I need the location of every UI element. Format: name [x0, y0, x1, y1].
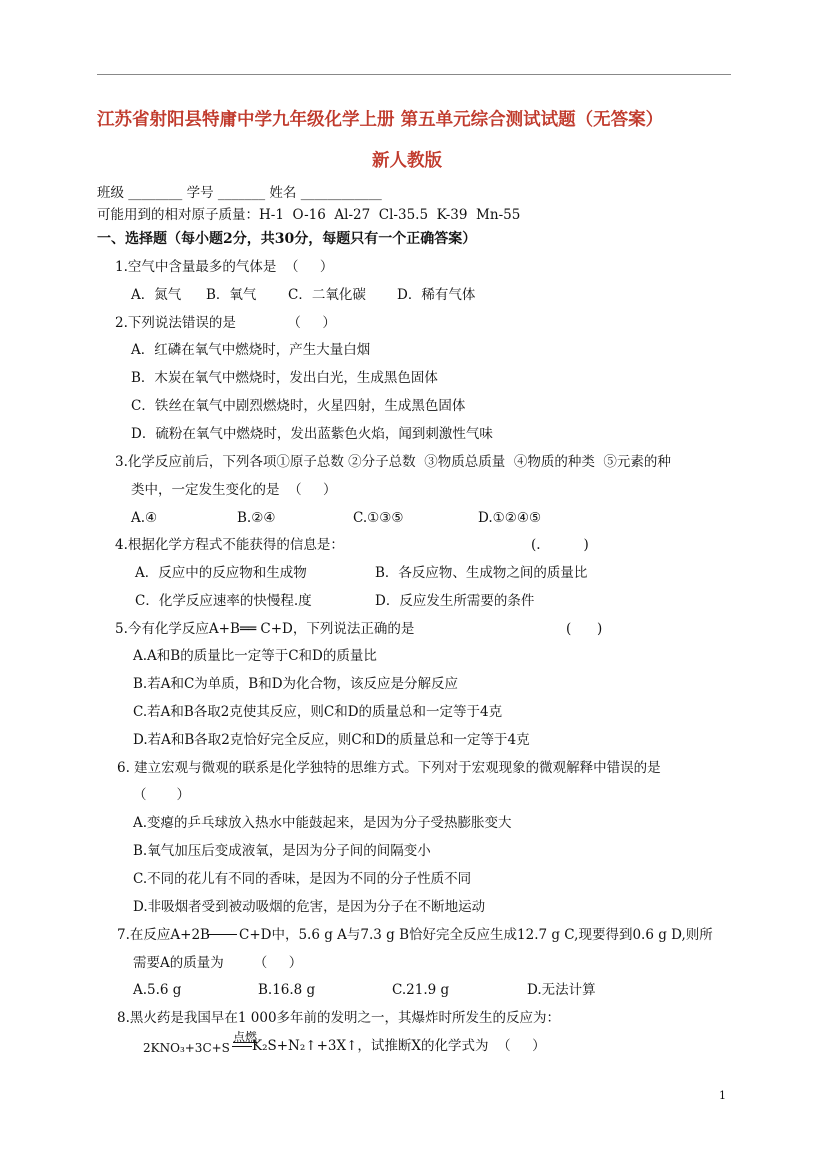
- doc-title-line1: 江苏省射阳县特庸中学九年级化学上册 第五单元综合测试试题（无答案）: [97, 110, 664, 130]
- question-1-option-d: D．稀有气体: [397, 287, 476, 303]
- question-6-option-b: B.氧气加压后变成液氧，是因为分子间的间隔变小: [133, 843, 431, 859]
- question-5-option-a: A.A和B的质量比一定等于C和D的质量比: [133, 648, 377, 664]
- section-heading: 一、选择题（每小题2分，共30分，每题只有一个正确答案）: [97, 231, 477, 247]
- question-7-option-a: A.5.6 g: [133, 982, 182, 998]
- question-4-option-b: B．各反应物、生成物之间的质量比: [375, 565, 588, 581]
- question-2-option-d: D．硫粉在氧气中燃烧时，发出蓝紫色火焰，闻到刺激性气味: [131, 426, 493, 442]
- question-2-option-a: A．红磷在氧气中燃烧时，产生大量白烟: [131, 342, 371, 358]
- question-7-option-d: D.无法计算: [527, 982, 596, 998]
- question-5-option-d: D.若A和B各取2克恰好完全反应，则C和D的质量总和一定等于4克: [133, 732, 530, 748]
- question-3-option-a: A.④: [131, 510, 158, 526]
- question-5-option-b: B.若A和C为单质，B和D为化合物，该反应是分解反应: [133, 676, 459, 692]
- question-6-option-d: D.非吸烟者受到被动吸烟的危害，是因为分子在不断地运动: [133, 899, 486, 915]
- question-1-option-b: B．氧气: [206, 287, 257, 303]
- doc-title-line2: 新人教版: [372, 151, 442, 171]
- question-3-option-b: B.②④: [237, 510, 276, 526]
- question-5-paren: ( ): [566, 621, 603, 637]
- student-info-fields: 班级 ________ 学号 _______ 姓名 ____________: [97, 185, 382, 201]
- question-6-option-c: C.不同的花儿有不同的香味，是因为不同的分子性质不同: [133, 871, 472, 887]
- equation-reactants: 2KNO₃+3C+S: [143, 1041, 230, 1055]
- question-7-stem-part2: C+D中，5.6 g A与7.3 g B恰好完全反应生成12.7 g C,现要得到0.6 g D,则所: [239, 927, 713, 943]
- reaction-equals-sign: [207, 934, 237, 935]
- question-3-stem-line1: 3.化学反应前后，下列各项①原子总数 ②分子总数 ③物质总质量 ④物质的种类 ⑤元素的种: [115, 454, 671, 470]
- question-5-stem: 5.今有化学反应A+B══ C+D，下列说法正确的是: [115, 621, 415, 637]
- question-4-stem: 4.根据化学方程式不能获得的信息是：: [115, 537, 344, 553]
- question-6-stem-line2: （ ）: [133, 787, 191, 803]
- reaction-arrow-line: [232, 1046, 252, 1047]
- question-2-option-c: C．铁丝在氧气中剧烈燃烧时，火星四射，生成黑色固体: [131, 398, 466, 414]
- header-rule: [97, 74, 731, 75]
- reaction-condition-label: 点燃: [233, 1030, 258, 1044]
- question-4-option-a: A．反应中的反应物和生成物: [135, 565, 307, 581]
- question-7-stem-line2: 需要A的质量为 （ ）: [133, 955, 303, 971]
- question-1-option-a: A．氮气: [131, 287, 182, 303]
- atomic-mass-line: 可能用到的相对原子质量：H-1 O-16 Al-27 Cl-35.5 K-39 Mn-55: [97, 207, 521, 223]
- question-2-stem: 2.下列说法错误的是 （ ）: [115, 315, 336, 331]
- question-7-option-b: B.16.8 g: [258, 982, 316, 998]
- page-number: 1: [719, 1089, 726, 1102]
- question-4-option-c: C．化学反应速率的快慢程.度: [135, 593, 312, 609]
- question-1-option-c: C．二氧化碳: [288, 287, 366, 303]
- equation-products: K₂S+N₂↑+3X↑，试推断X的化学式为 （ ）: [252, 1038, 546, 1054]
- question-3-option-c: C.①③⑤: [353, 510, 404, 526]
- question-6-stem-line1: 6. 建立宏观与微观的联系是化学独特的思维方式。下列对于宏观现象的微观解释中错误的是: [117, 760, 661, 776]
- question-8-stem: 8.黑火药是我国早在1 000多年前的发明之一，其爆炸时所发生的反应为：: [117, 1010, 561, 1026]
- question-2-option-b: B．木炭在氧气中燃烧时，发出白光，生成黑色固体: [131, 370, 438, 386]
- question-1-stem: 1.空气中含量最多的气体是 （ ）: [115, 259, 334, 275]
- question-4-option-d: D．反应发生所需要的条件: [375, 593, 535, 609]
- question-6-option-a: A.变瘪的乒乓球放入热水中能鼓起来，是因为分子受热膨胀变大: [133, 815, 512, 831]
- question-3-stem-line2: 类中，一定发生变化的是 （ ）: [131, 482, 337, 498]
- question-3-option-d: D.①②④⑤: [478, 510, 542, 526]
- question-4-paren: (. ): [531, 537, 589, 553]
- question-7-option-c: C.21.9 g: [392, 982, 450, 998]
- question-7-stem-part1: 7.在反应A+2B: [117, 927, 210, 943]
- question-5-option-c: C.若A和B各取2克使其反应，则C和D的质量总和一定等于4克: [133, 704, 503, 720]
